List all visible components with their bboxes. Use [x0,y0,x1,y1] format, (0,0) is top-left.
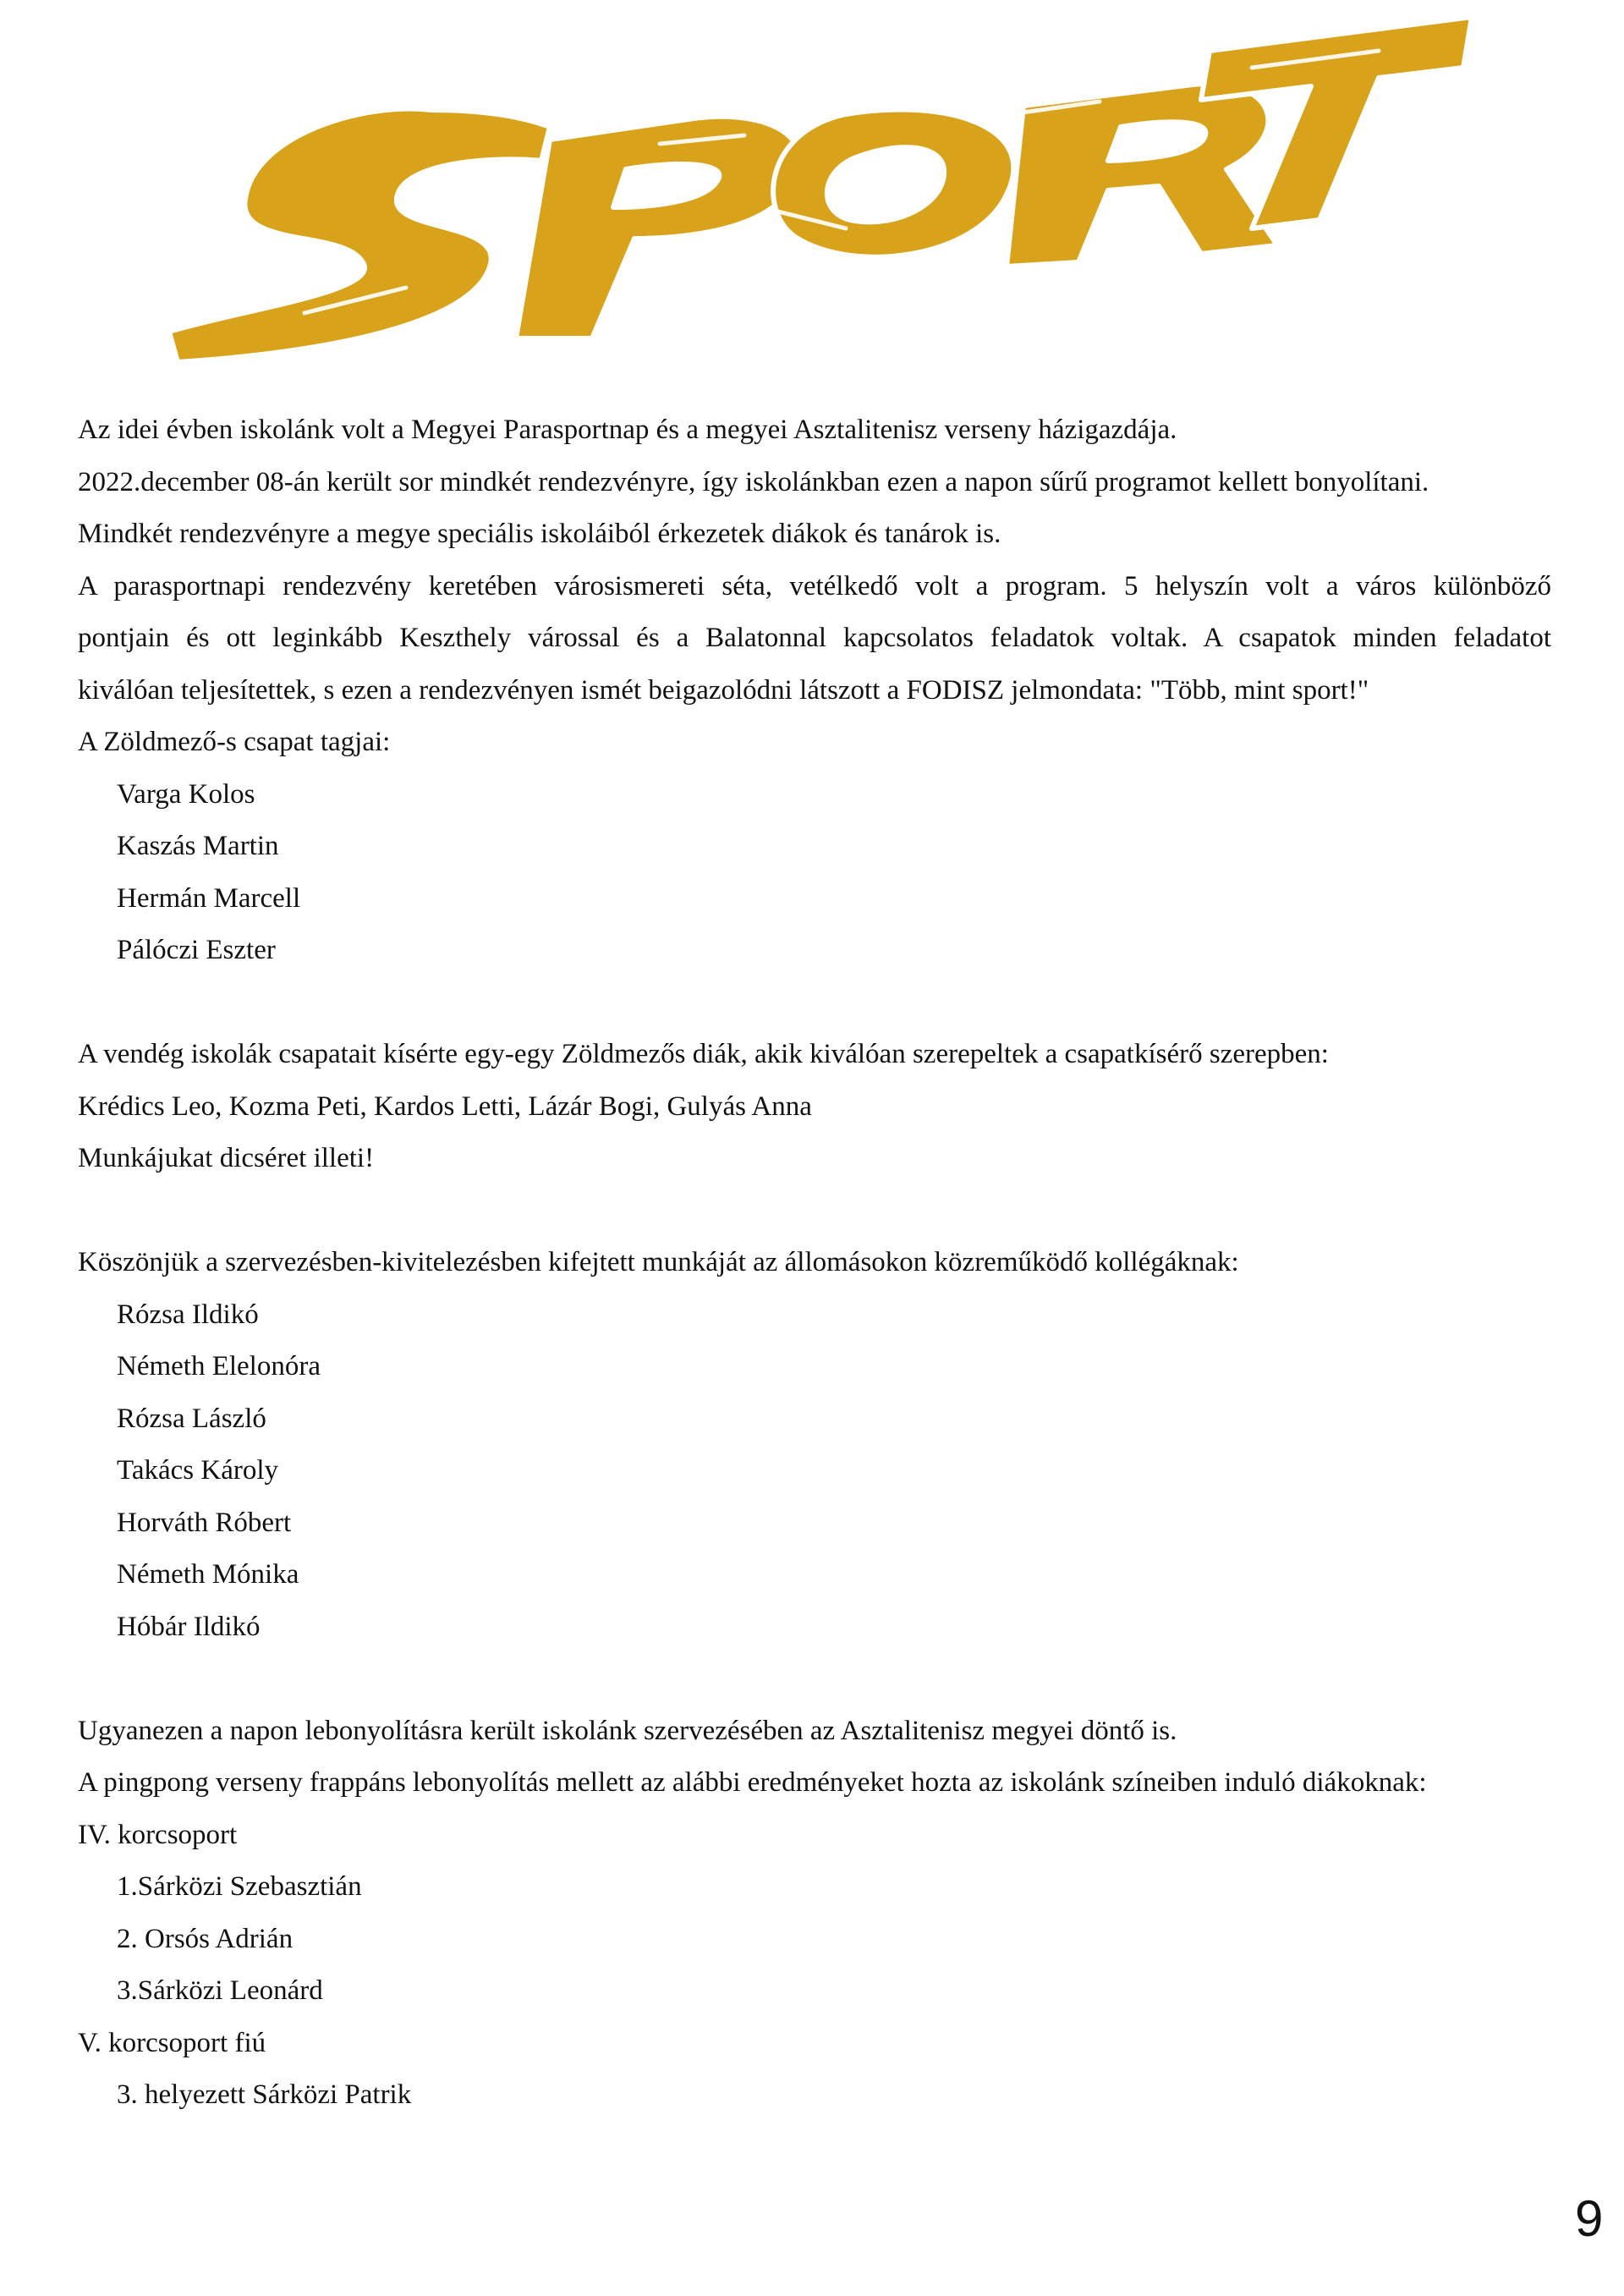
intro-line: 2022.december 08-án került sor mindkét rendezvényre, így iskolánkban ezen a napon sűrű programot kellett bonyolítani. [78,466,1429,497]
colleague-name: Németh Mónika [117,1559,299,1590]
category-heading: V. korcsoport fiú [78,2027,266,2058]
paragraph-gap [78,977,1551,1030]
colleague-name: Rózsa László [117,1403,266,1434]
team-heading: A Zöldmező-s csapat tagjai: [78,727,391,757]
team-member: Varga Kolos [117,778,255,810]
escort-names: Krédics Leo, Kozma Peti, Kardos Letti, Lázár Bogi, Gulyás Anna [78,1090,812,1122]
article-body [78,404,1551,2122]
table-tennis-line: A pingpong verseny frappáns lebonyolítás mellett az alábbi eredményeket hozta az iskolánk színeiben induló diákoknak: [78,1767,1427,1798]
team-member: Kaszás Martin [117,831,279,861]
team-member: Hermán Marcell [117,882,301,914]
category-heading: IV. korcsoport [78,1819,238,1850]
thanks-heading: Köszönjük a szervezésben-kivitelezésben kifejtett munkáját az állomásokon közreműködő kollégáknak: [78,1247,1239,1277]
result-entry: 3. helyezett Sárközi Patrik [117,2079,412,2110]
intro-line: Mindkét rendezvényre a megye speciális iskoláiból érkezetek diákok és tanárok is. [78,519,1001,549]
intro-line: A parasportnapi rendezvény keretében városismereti séta, vetélkedő volt a program. 5 helyszín volt a város különböző [78,570,1551,601]
team-member: Pálóczi Eszter [117,935,276,965]
paragraph-gap [78,1653,1551,1706]
escort-praise: Munkájukat dicséret illeti! [78,1143,375,1173]
colleague-name: Horváth Róbert [117,1507,292,1538]
colleague-name: Rózsa Ildikó [117,1299,259,1330]
colleague-name: Hóbár Ildikó [117,1611,261,1642]
intro-line: kiválóan teljesítettek, s ezen a rendezvényen ismét beigazolódni látszott a FODISZ jelmondata: "Több, mint sport!" [78,674,1369,706]
table-tennis-line: Ugyanezen a napon lebonyolításra került iskolánk szervezésében az Asztalitenisz megyei döntő is. [78,1715,1177,1746]
sport-logo [152,17,1489,381]
colleague-name: Takács Károly [117,1455,279,1486]
paragraph-gap [78,1185,1551,1238]
result-entry: 1.Sárközi Szebasztián [117,1871,362,1902]
intro-line: Az idei évben iskolánk volt a Megyei Parasportnap és a megyei Asztalitenisz verseny házigazdája. [78,415,1177,445]
escort-line: A vendég iskolák csapatait kísérte egy-egy Zöldmezős diák, akik kiválóan szerepeltek a csapatkísérő szerepben: [78,1039,1329,1069]
result-entry: 3.Sárközi Leonárd [117,1975,323,2006]
colleague-name: Németh Elelonóra [117,1351,321,1381]
result-entry: 2. Orsós Adrián [117,1923,294,1954]
page-number: 9 [1575,2190,1604,2247]
intro-line: pontjain és ott leginkább Keszthely várossal és a Balatonnal kapcsolatos feladatok voltak. A csapatok minden feladatot [78,623,1551,653]
